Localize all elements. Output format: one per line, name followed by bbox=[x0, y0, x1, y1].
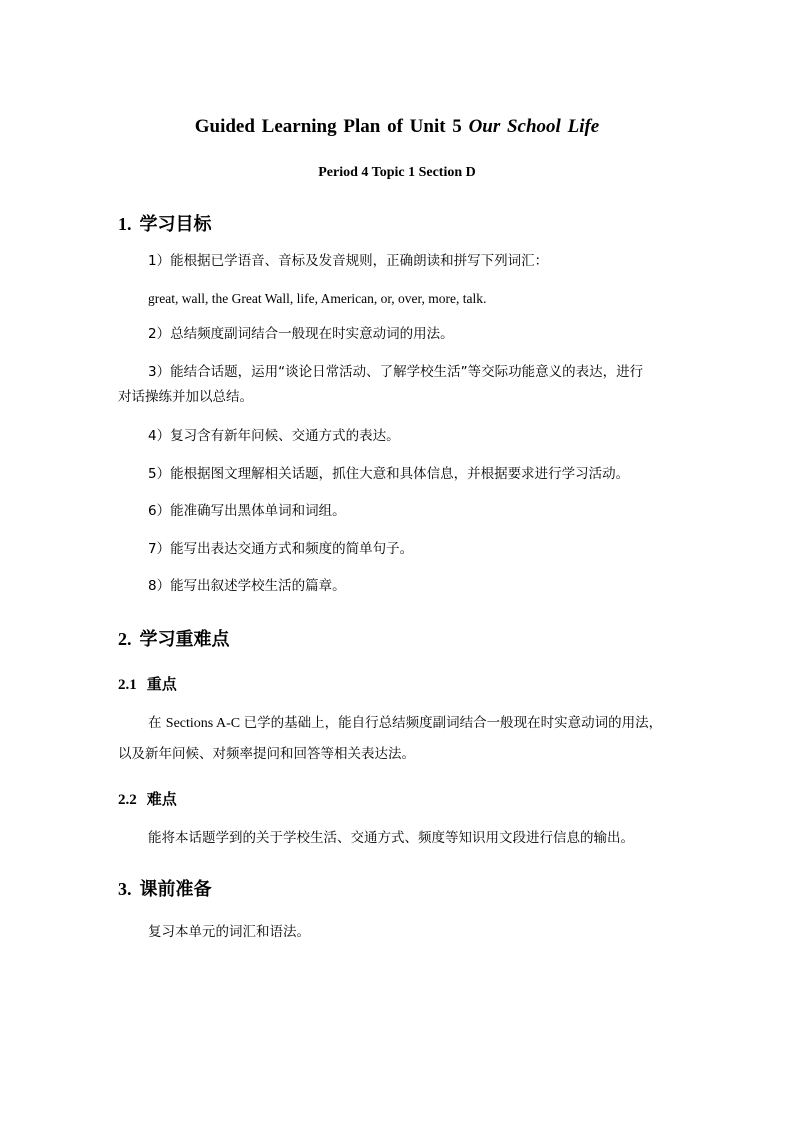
key-points-line2: 以及新年问候、对频率提问和回答等相关表达法。 bbox=[118, 746, 415, 762]
subsection-2-2-heading bbox=[118, 788, 177, 809]
section3-heading bbox=[118, 875, 212, 901]
objective-6: 6）能准确写出黑体单词和词组。 bbox=[148, 503, 346, 519]
difficult-points-text: 能将本话题学到的关于学校生活、交通方式、频度等知识用文段进行信息的输出。 bbox=[148, 830, 634, 846]
section3-title: 课前准备 bbox=[139, 879, 212, 899]
document-title bbox=[0, 116, 794, 138]
subsection-2-2-title: 难点 bbox=[146, 792, 177, 808]
section1-title: 学习目标 bbox=[139, 214, 212, 234]
title-italic: Our School Life bbox=[468, 116, 600, 137]
objective-1-vocab: great, wall, the Great Wall, life, American, or, over, more, talk. bbox=[148, 291, 487, 306]
document-subtitle: Period 4 Topic 1 Section D bbox=[318, 165, 476, 180]
objective-3: 3）能结合话题，运用“谈论日常活动、了解学校生活”等交际功能意义的表达，进行 bbox=[148, 364, 644, 380]
subsection-2-1-title: 重点 bbox=[146, 677, 177, 693]
key-points-rest: 已学的基础上，能自行总结频度副词结合一般现在时实意动词的用法， bbox=[243, 715, 663, 731]
key-points-line1 bbox=[118, 711, 688, 736]
title-main: Guided Learning Plan of Unit 5 bbox=[194, 116, 462, 137]
objective-2: 2）总结频度副词结合一般现在时实意动词的用法。 bbox=[148, 326, 454, 342]
section2-number: 2. bbox=[118, 629, 132, 649]
section3-number: 3. bbox=[118, 879, 132, 899]
objective-5: 5）能根据图文理解相关话题，抓住大意和具体信息，并根据要求进行学习活动。 bbox=[148, 466, 630, 482]
section2-title: 学习重难点 bbox=[139, 629, 230, 649]
subsection-2-2-number: 2.2 bbox=[118, 792, 137, 808]
objective-4: 4）复习含有新年问候、交通方式的表达。 bbox=[148, 428, 400, 444]
key-points-prefix: 在 bbox=[148, 715, 166, 731]
objective-8: 8）能写出叙述学校生活的篇章。 bbox=[148, 578, 346, 594]
objective-3-cont: 对话操练并加以总结。 bbox=[118, 389, 253, 405]
subsection-2-1-number: 2.1 bbox=[118, 677, 137, 693]
objective-7: 7）能写出表达交通方式和频度的简单句子。 bbox=[148, 541, 414, 557]
section2-heading bbox=[118, 625, 230, 651]
section1-number: 1. bbox=[118, 214, 132, 234]
section1-heading bbox=[118, 210, 212, 236]
objective-1: 1）能根据已学语音、音标及发音规则，正确朗读和拼写下列词汇： bbox=[148, 253, 549, 269]
preparation-text: 复习本单元的词汇和语法。 bbox=[148, 924, 310, 940]
key-points-sections: Sections A-C bbox=[165, 716, 244, 731]
subsection-2-1-heading bbox=[118, 673, 177, 694]
